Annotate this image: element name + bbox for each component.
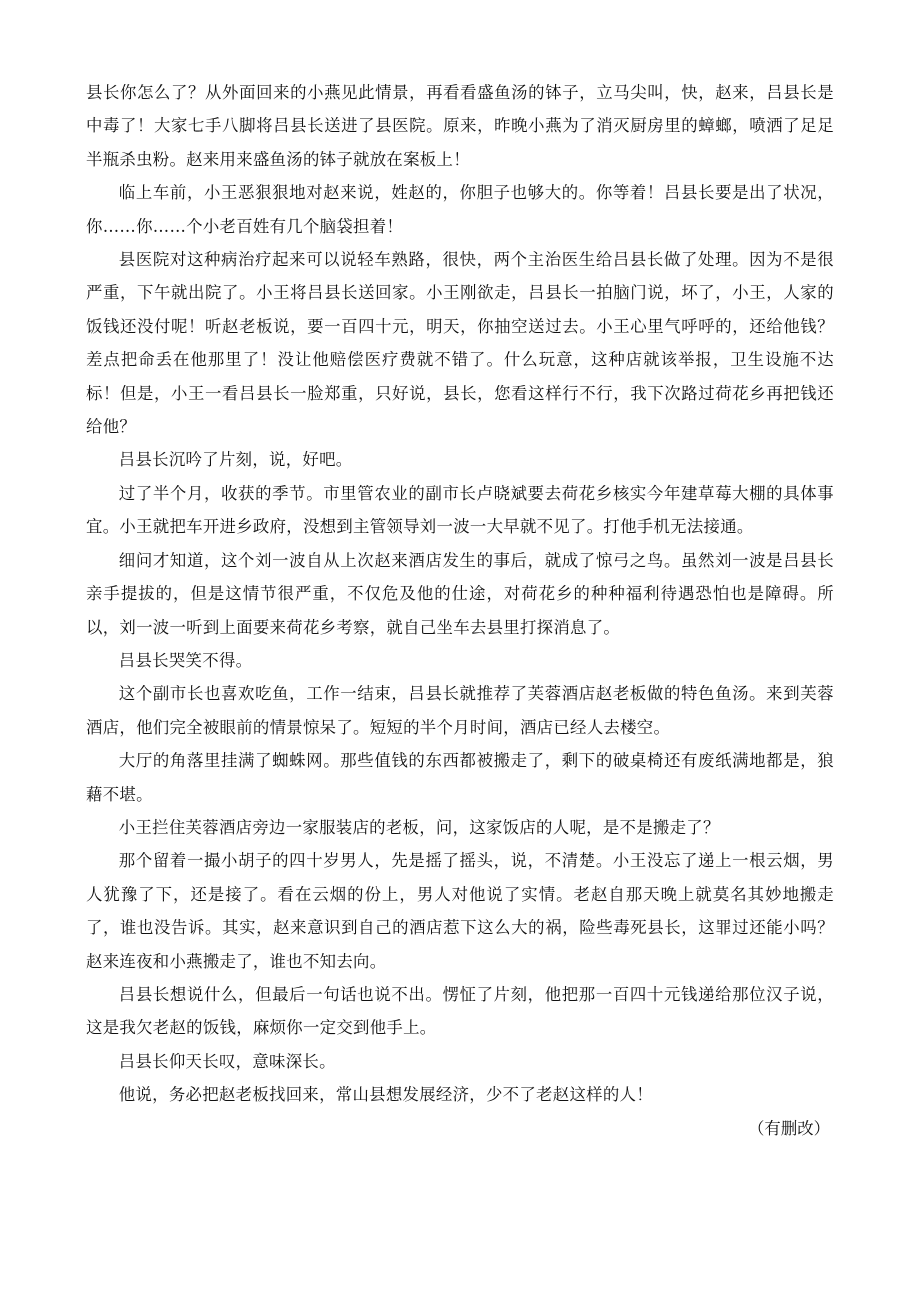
paragraph: 那个留着一撮小胡子的四十岁男人，先是摇了摇头，说，不清楚。小王没忘了递上一根云烟，男人犹豫了下，还是接了。看在云烟的份上，男人对他说了实情。老赵自那天晚上就莫名其妙地搬走了，谁也没告诉。其实，赵来意识到自己的酒店惹下这么大的祸，险些毒死县长，这罪过还能小吗？赵来连夜和小燕搬走了，谁也不知去向。 [86,851,834,971]
document-body [86,76,834,1145]
source-note: （有删改） [748,1118,830,1138]
paragraph: 小王拦住芙蓉酒店旁边一家服装店的老板，问，这家饭店的人呢，是不是搬走了？ [118,817,720,837]
paragraph: 吕县长想说什么，但最后一句话也说不出。愣怔了片刻，他把那一百四十元钱递给那位汉子说，这是我欠老赵的饭钱，麻烦你一定交到他手上。 [86,984,834,1038]
paragraph: 县长你怎么了？从外面回来的小燕见此情景，再看看盛鱼汤的钵子，立马尖叫，快，赵来，吕县长是中毒了！大家七手八脚将吕县长送进了县医院。原来，昨晚小燕为了消灭厨房里的蟑螂，喷洒了足足半瓶杀虫粉。赵来用来盛鱼汤的钵子就放在案板上！ [86,83,834,169]
paragraph: 临上车前，小王恶狠狠地对赵来说，姓赵的，你胆子也够大的。你等着！吕县长要是出了状况，你……你……个小老百姓有几个脑袋担着！ [86,183,834,236]
paragraph: 过了半个月，收获的季节。市里管农业的副市长卢晓斌要去荷花乡核实今年建草莓大棚的具体事宜。小王就把车开进乡政府，没想到主管领导刘一波一大早就不见了。打他手机无法接通。 [86,483,834,537]
paragraph: 吕县长仰天长叹，意味深长。 [118,1051,336,1071]
paragraph: 县医院对这种病治疗起来可以说轻车熟路，很快，两个主治医生给吕县长做了处理。因为不是很严重，下午就出院了。小王将吕县长送回家。小王刚欲走，吕县长一拍脑门说，坏了，小王，人家的饭钱还没付呢！听赵老板说，要一百四十元，明天，你抽空送过去。小王心里气呼呼的，还给他钱？差点把命丢在他那里了！没让他赔偿医疗费就不错了。什么玩意，这种店就该举报，卫生设施不达标！但是，小王一看吕县长一脸郑重，只好说，县长，您看这样行不行，我下次路过荷花乡再把钱还给他？ [86,250,834,437]
paragraph: 吕县长沉吟了片刻，说，好吧。 [118,450,353,470]
paragraph: 大厅的角落里挂满了蜘蛛网。那些值钱的东西都被搬走了，剩下的破桌椅还有废纸满地都是，狼藉不堪。 [86,751,834,804]
paragraph: 吕县长哭笑不得。 [118,650,253,670]
paragraph: 他说，务必把赵老板找回来，常山县想发展经济，少不了老赵这样的人！ [118,1085,653,1105]
paragraph: 这个副市长也喜欢吃鱼，工作一结束，吕县长就推荐了芙蓉酒店赵老板做的特色鱼汤。来到芙蓉酒店，他们完全被眼前的情景惊呆了。短短的半个月时间，酒店已经人去楼空。 [86,684,834,737]
paragraph: 细问才知道，这个刘一波自从上次赵来酒店发生的事后，就成了惊弓之鸟。虽然刘一波是吕县长亲手提拔的，但是这情节很严重，不仅危及他的仕途，对荷花乡的种种福利待遇恐怕也是障碍。所以，刘一波一听到上面要来荷花乡考察，就自己坐车去县里打探消息了。 [86,550,834,637]
